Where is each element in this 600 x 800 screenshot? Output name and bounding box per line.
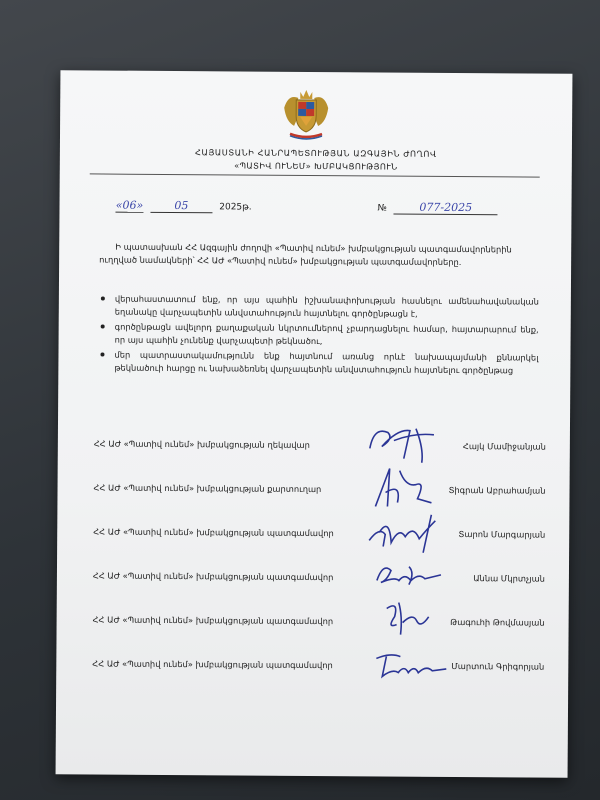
statement-item: մեր պատրաստակամությունն ենք հայտնում առանց որևէ նախապայմանի քննարկել թեկնածուի հարցը ու նախաձեռնել վարչապետին անվստահություն հայտնելու գործընթաց — [98, 348, 538, 376]
signature-row — [93, 482, 545, 501]
signatory-role: ՀՀ ԱԺ «Պատիվ ունեմ» խմբակցության պատգամավոր — [92, 570, 334, 583]
date-day: «06» — [115, 198, 144, 212]
signatory-role: ՀՀ ԱԺ «Պատիվ ունեմ» խմբակցության պատգամավոր — [93, 526, 334, 539]
date-year: 2025թ. — [219, 202, 252, 213]
number-label: № — [377, 203, 387, 214]
coat-of-arms-icon — [278, 86, 334, 142]
signature-icon — [370, 638, 450, 687]
letterhead-title: ՀԱՅԱՍՏԱՆԻ ՀԱՆՐԱՊԵՏՈՒԹՅԱՆ ԱԶԳԱՅԻՆ ԺՈՂՈՎ — [194, 147, 437, 159]
signatory-name: Թագուհի Թովմասյան — [450, 616, 545, 628]
signatory-name: Տիգրան Աբրահամյան — [448, 484, 546, 496]
signature-icon — [364, 418, 444, 467]
statement-list — [98, 292, 539, 379]
letterhead-divider — [90, 173, 540, 177]
signature-icon — [369, 550, 449, 599]
signatory-role: ՀՀ ԱԺ «Պատիվ ունեմ» խմբակցության ղեկավար — [93, 438, 310, 450]
document-number-field — [377, 200, 497, 215]
signature-row — [93, 526, 545, 545]
document-number: 077-2025 — [394, 201, 498, 216]
signatory-name: Հայկ Մամիջանյան — [462, 441, 546, 452]
statement-item: վերահաստատում ենք, որ այս պահին իշխանափոխության հասնելու ամենահավանական եղանակը վարչապետին անվստահություն հայտնելու գործընթացն է, — [99, 292, 539, 320]
signature-icon — [372, 594, 452, 643]
date-field — [115, 199, 251, 214]
signature-icon — [365, 462, 445, 511]
signature-row — [92, 658, 544, 677]
signatory-name: Տարոն Մարգարյան — [458, 529, 546, 540]
signatory-role: ՀՀ ԱԺ «Պատիվ ունեմ» խմբակցության պատգամավոր — [92, 614, 334, 627]
addressee-paragraph: Ի պատասխան ՀՀ Ազգային ժողովի «Պատիվ ունեմ» խմբակցության պատգամավորներին ուղղված նամակների՝ ՀՀ ԱԺ «Պատիվ ունեմ» խմբակցության պատգամավորները. — [99, 241, 512, 268]
document-page — [56, 70, 573, 778]
date-month: 05 — [150, 199, 212, 213]
letterhead-subtitle: «ՊԱՏԻՎ ՈՒՆԵՄ» ԽՄԲԱԿՑՈՒԹՅՈՒՆ — [234, 160, 398, 172]
signature-row — [94, 438, 546, 457]
signatory-role: ՀՀ ԱԺ «Պատիվ ունեմ» խմբակցության քարտուղար — [93, 482, 322, 495]
signature-row — [93, 570, 545, 589]
signatory-name: Աննա Մկրտչյան — [473, 573, 545, 584]
signatory-role: ՀՀ ԱԺ «Պատիվ ունեմ» խմբակցության պատգամավոր — [92, 658, 333, 671]
signature-icon — [365, 506, 445, 555]
signature-row — [93, 614, 545, 633]
signatory-name: Մարտուն Գրիգորյան — [451, 660, 545, 672]
statement-item: գործընթացն ավելորդ քաղաքական նկրտումներով չբարդացնելու համար, հայտարարում ենք, որ այս պահին չունենք վարչապետի թեկնածու, — [99, 320, 539, 348]
